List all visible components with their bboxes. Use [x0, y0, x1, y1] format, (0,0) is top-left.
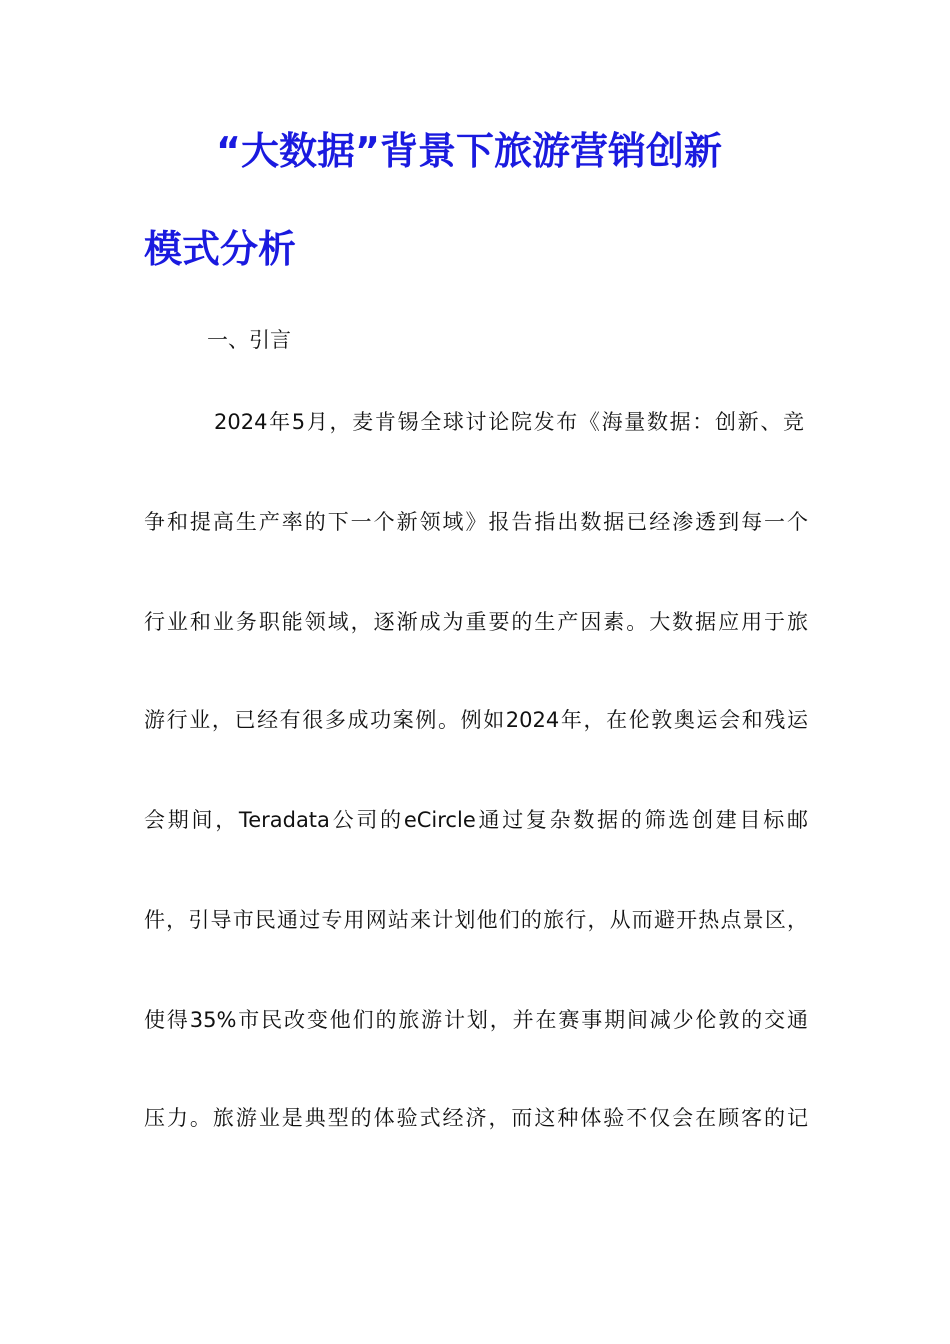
paragraph-line-3: 行业和业务职能领域，逐渐成为重要的生产因素。大数据应用于旅 [144, 610, 808, 634]
paragraph-line-2: 争和提高生产率的下一个新领域》报告指出数据已经渗透到每一个 [144, 510, 808, 534]
paragraph-line-7: 使得35%市民改变他们的旅游计划，并在赛事期间减少伦敦的交通 [144, 1008, 808, 1032]
paragraph-line-6: 件，引导市民通过专用网站来计划他们的旅行，从而避开热点景区， [144, 908, 808, 932]
document-title-line-1: “大数据”背景下旅游营销创新 [216, 129, 722, 173]
paragraph-line-1: 2024年5月，麦肯锡全球讨论院发布《海量数据：创新、竞 [214, 410, 804, 434]
paragraph-line-5: 会期间，Teradata公司的eCircle通过复杂数据的筛选创建目标邮 [144, 808, 808, 832]
document-title-line-2: 模式分析 [144, 227, 297, 271]
paragraph-line-4: 游行业，已经有很多成功案例。例如2024年，在伦敦奥运会和残运 [144, 708, 808, 732]
paragraph-line-8: 压力。旅游业是典型的体验式经济，而这种体验不仅会在顾客的记 [144, 1106, 808, 1130]
section-heading: 一、引言 [207, 328, 291, 352]
